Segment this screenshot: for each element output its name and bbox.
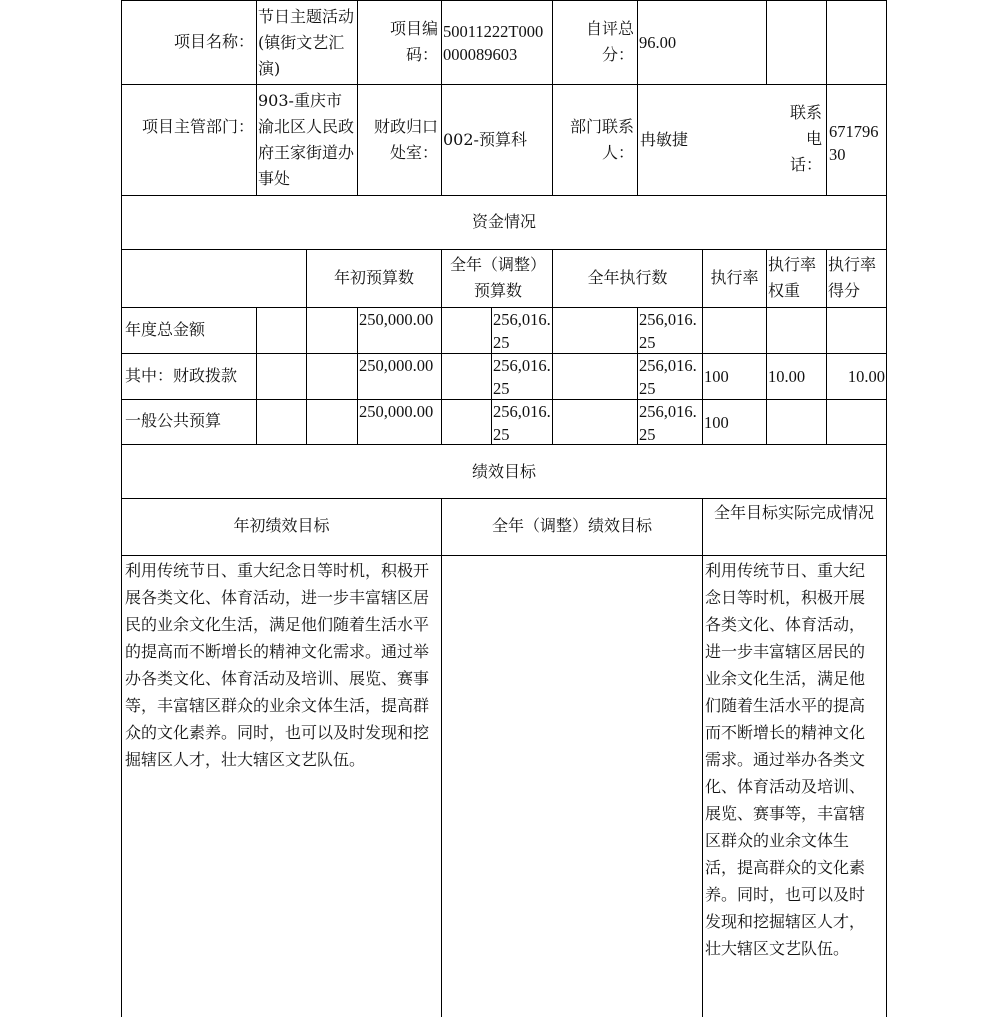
funds-row-label: 年度总金额 <box>125 320 206 339</box>
goals-adjusted-text <box>445 557 700 597</box>
funds-row-adjusted: 256,016.25 <box>493 356 551 398</box>
funds-row-initial: 250,000.00 <box>359 310 434 329</box>
dept-value: 903-重庆市渝北区人民政府王家街道办事处 <box>258 91 355 188</box>
funds-row-initial: 250,000.00 <box>359 402 434 421</box>
project-name-value: 节日主题活动(镇街文艺汇演) <box>258 7 355 78</box>
goals-section-title: 绩效目标 <box>471 462 536 481</box>
funds-row-label: 其中：财政拨款 <box>125 366 238 385</box>
funds-header-score: 执行率得分 <box>828 255 877 300</box>
project-code-label: 项目编码： <box>389 19 438 64</box>
funds-header-executed: 全年执行数 <box>587 268 668 287</box>
project-name-label: 项目名称： <box>173 32 254 51</box>
funds-row-executed: 256,016.25 <box>639 356 697 398</box>
goals-actual-text: 利用传统节日、重大纪念日等时机，积极开展各类文化、体育活动，进一步丰富辖区居民的业余文化生活，满足他们随着生活水平的提高而不断增长的精神文化需求。通过举办各类文化、体育活动及培训、展览、赛事等，丰富辖区群众的业余文体生活，提高群众的文化素养。同时，也可以及时发现和挖掘辖区人才，壮大辖区文艺队伍。 <box>705 561 866 958</box>
funds-row-initial: 250,000.00 <box>359 356 434 375</box>
self-score-value: 96.00 <box>639 33 677 52</box>
phone-label: 联系电话： <box>789 103 822 174</box>
goals-header-actual: 全年目标实际完成情况 <box>713 503 874 522</box>
funds-row-rate: 100 <box>704 367 729 386</box>
contact-person-label: 部门联系人： <box>569 117 634 162</box>
funds-row-weight <box>768 411 826 435</box>
contact-person-value: 冉敏捷 <box>640 130 689 149</box>
goals-initial-text: 利用传统节日、重大纪念日等时机，积极开展各类文化、体育活动，进一步丰富辖区居民的业余文化生活，满足他们随着生活水平的提高而不断增长的精神文化需求。通过举办各类文化、体育活动及培训、展览、赛事等，丰富辖区群众的业余文体生活，提高群众的文化素养。同时，也可以及时发现和挖掘辖区人才，壮大辖区文艺队伍。 <box>125 561 430 769</box>
project-code-value: 50011222T000000089603 <box>443 22 544 64</box>
funds-row-score: 10.00 <box>847 367 885 386</box>
funds-row-label: 一般公共预算 <box>125 411 222 430</box>
phone-value: 67179630 <box>829 122 879 164</box>
funds-row-adjusted: 256,016.25 <box>493 310 551 352</box>
funds-row-executed: 256,016.25 <box>639 402 697 444</box>
funds-row-weight: 10.00 <box>768 367 806 386</box>
funds-row-rate <box>704 319 766 343</box>
funds-header-initial: 年初预算数 <box>333 268 414 287</box>
finance-office-value: 002-预算科 <box>443 130 527 149</box>
funds-row-weight <box>768 319 826 343</box>
dept-label: 项目主管部门： <box>141 117 254 136</box>
funds-row-score <box>828 411 885 435</box>
funds-row-executed: 256,016.25 <box>639 310 697 352</box>
funds-section-title: 资金情况 <box>471 212 536 231</box>
funds-row-rate: 100 <box>704 413 729 432</box>
funds-header-rate: 执行率 <box>710 268 759 287</box>
funds-row-adjusted: 256,016.25 <box>493 402 551 444</box>
finance-office-label: 财政归口处室： <box>373 117 438 162</box>
funds-header-weight: 执行率权重 <box>768 255 817 300</box>
funds-row-score <box>828 319 885 343</box>
goals-header-initial: 年初绩效目标 <box>233 516 330 535</box>
self-score-label: 自评总分： <box>585 19 634 64</box>
funds-header-adjusted: 全年（调整）预算数 <box>450 255 547 300</box>
goals-header-adjusted: 全年（调整）绩效目标 <box>491 516 652 535</box>
